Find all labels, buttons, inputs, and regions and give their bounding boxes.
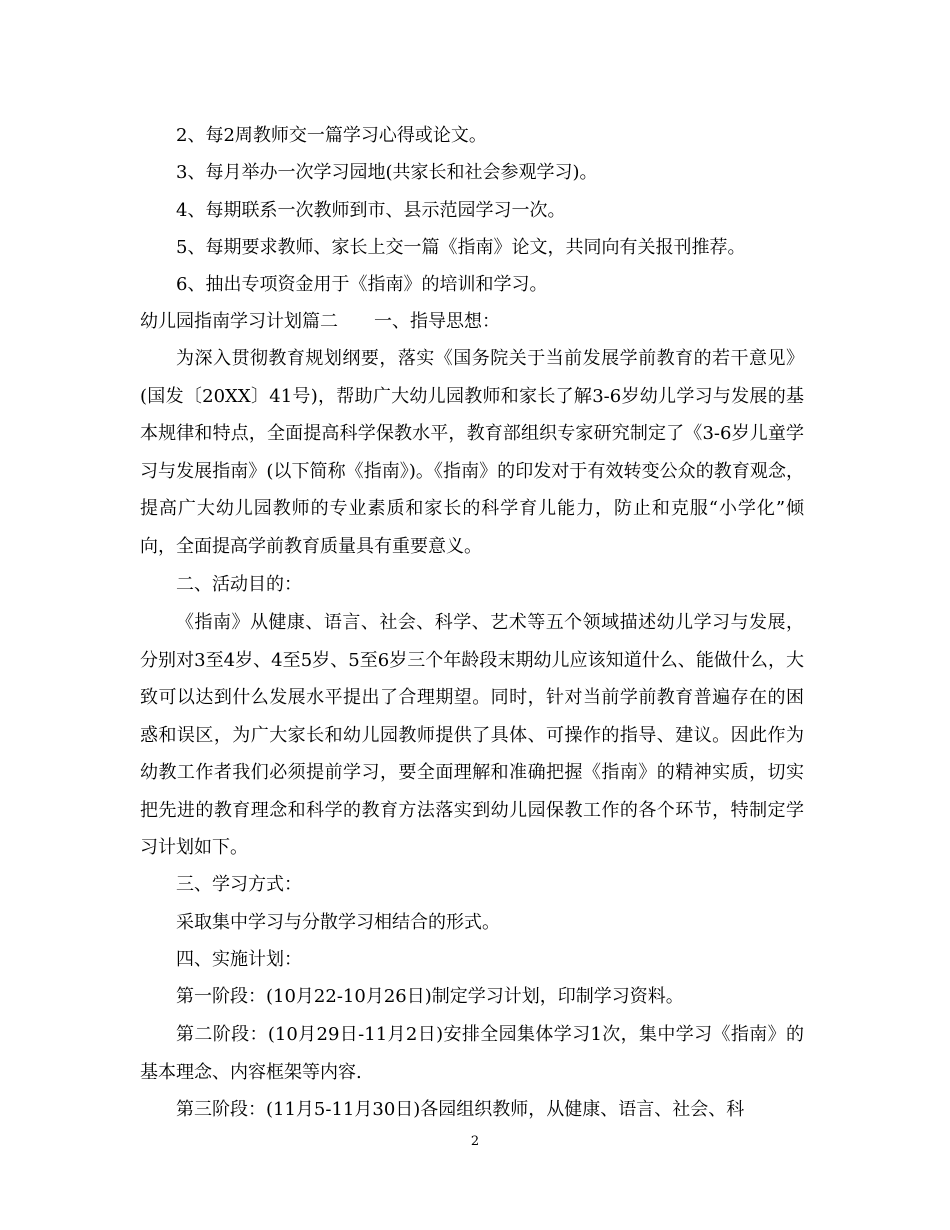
plan-heading: 四、实施计划： <box>176 949 302 970</box>
stage-2: 第二阶段：(10月29日-11月2日)安排全园集体学习1次，集中学习《指南》的基本理念、内容框架等内容. <box>140 1024 804 1083</box>
list-item: 4、每期联系一次教师到市、县示范园学习一次。 <box>176 200 566 221</box>
guiding-paragraph: 为深入贯彻教育规划纲要，落实《国务院关于当前发展学前教育的若干意见》(国发〔20XX〕41号)，帮助广大幼儿园教师和家长了解3-6岁幼儿学习与发展的基本规律和特点，全面提高科学保教水平，教育部组织专家研究制定了《3-6岁儿童学习与发展指南》(以下简称《指南》)。《指南》的印发对于有效转变公众的教育观念，提高广大幼儿园教师的专业素质和家长的科学育儿能力，防止和克服“小学化”倾向，全面提高学前教育质量具有重要意义。 <box>140 348 804 557</box>
stage-1: 第一阶段：(10月22-10月26日)制定学习计划，印制学习资料。 <box>176 986 684 1007</box>
method-text: 采取集中学习与分散学习相结合的形式。 <box>176 912 500 933</box>
list-item: 6、抽出专项资金用于《指南》的培训和学习。 <box>176 274 548 295</box>
goal-paragraph: 《指南》从健康、语言、社会、科学、艺术等五个领域描述幼儿学习与发展，分别对3至4岁、4至5岁、5至6岁三个年龄段末期幼儿应该知道什么、能做什么，大致可以达到什么发展水平提出了合理期望。同时，针对当前学前教育普遍存在的困惑和误区，为广大家长和幼儿园教师提供了具体、可操作的指导、建议。因此作为幼教工作者我们必须提前学习，要全面理解和准确把握《指南》的精神实质，切实把先进的教育理念和科学的教育方法落实到幼儿园保教工作的各个环节，特制定学习计划如下。 <box>140 612 804 858</box>
stage-3: 第三阶段：(11月5-11月30日)各园组织教师，从健康、语言、社会、科 <box>176 1099 745 1120</box>
method-heading: 三、学习方式： <box>176 874 302 895</box>
section-heading: 幼儿园指南学习计划篇二 一、指导思想： <box>140 311 500 332</box>
list-item: 2、每2周教师交一篇学习心得或论文。 <box>176 125 487 146</box>
goal-heading: 二、活动目的： <box>176 574 302 595</box>
list-item: 3、每月举办一次学习园地(共家长和社会参观学习)。 <box>176 162 598 183</box>
list-item: 5、每期要求教师、家长上交一篇《指南》论文，共同向有关报刊推荐。 <box>176 237 746 258</box>
page-number: 2 <box>470 1134 480 1149</box>
